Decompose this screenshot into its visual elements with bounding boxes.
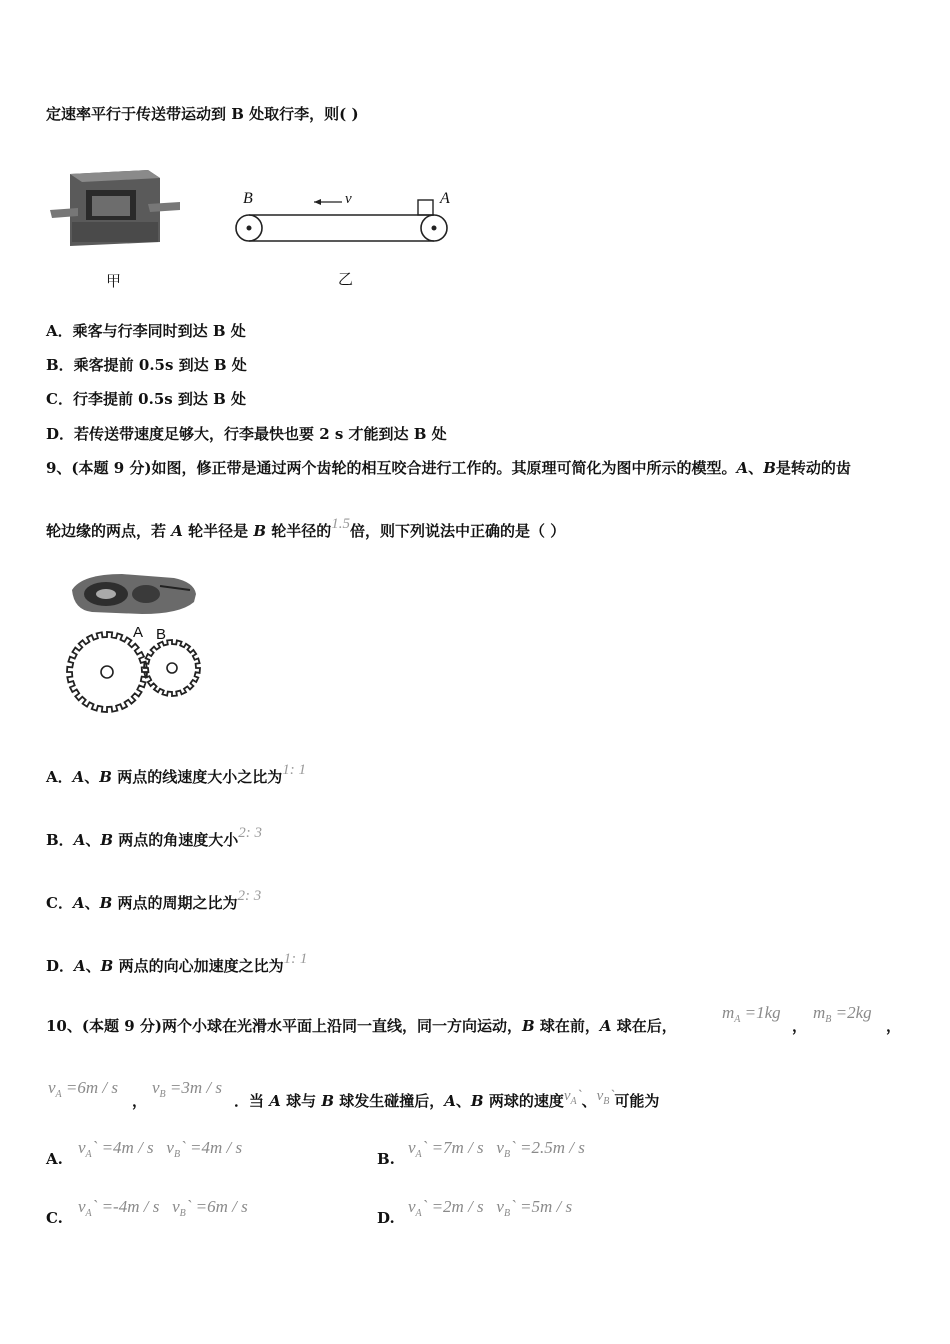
q10-option-c-label: C. — [46, 1209, 63, 1227]
q9-option-c: C．A、B 两点的周期之比为2: 3 — [46, 888, 262, 912]
comma: ， — [792, 1017, 808, 1035]
mass-b: $m_B =2kg$ — [813, 1003, 872, 1025]
q8-stem-tail: 定速率平行于传送带运动到 B 处取行李，则( ) — [46, 105, 359, 123]
comma: ， — [132, 1092, 148, 1110]
belt-label-v: v — [345, 191, 352, 207]
q8-option-b: B．乘客提前 0.5s 到达 B 处 — [46, 356, 247, 374]
mass-a: $m_A =1kg$ — [722, 1003, 781, 1025]
gear-hub — [101, 666, 113, 678]
gear-teeth — [67, 632, 147, 712]
correction-tape-gears-figure — [62, 568, 212, 716]
q9-option-d: D．A、B 两点的向心加速度之比为1: 1 — [46, 951, 308, 975]
gear-teeth — [144, 640, 200, 696]
velocity-b: $v_B =3m / s$ — [152, 1078, 222, 1100]
gear-label-a: A — [133, 624, 144, 641]
q9-stem-line2: 轮边缘的两点，若 A 轮半径是 B 轮半径的1.5倍，则下列说法中正确的是（ ） — [46, 516, 566, 540]
q10-option-b-values: $v_A` =7m / s$ $v_B` =2.5m / s$ — [408, 1138, 585, 1160]
xray-machine-figure — [48, 160, 183, 250]
radius-ratio: 1.5 — [331, 516, 350, 532]
fig-jia-label: 甲 — [106, 272, 122, 290]
belt-label-b: B — [243, 190, 253, 207]
velocity-a: $v_A =6m / s$ — [48, 1078, 118, 1100]
q10-stem-line1: 10、(本题 9 分)两个小球在光滑水平面上沿同一直线，同一方向运动，B 球在前，A 球在后， — [46, 1017, 677, 1035]
q10-option-d-label: D. — [377, 1209, 395, 1227]
q10-option-d-values: $v_A` =2m / s$ $v_B` =5m / s$ — [408, 1197, 573, 1219]
gear-hub — [167, 663, 177, 673]
q9-option-b: B．A、B 两点的角速度大小2: 3 — [46, 825, 263, 849]
q10-option-a-values: $v_A` =4m / s$ $v_B` =4m / s$ — [78, 1138, 243, 1160]
q8-option-c: C．行李提前 0.5s 到达 B 处 — [46, 390, 247, 408]
q10-option-c-values: $v_A` =-4m / s$ $v_B` =6m / s$ — [78, 1197, 248, 1219]
fig-yi-label: 乙 — [338, 270, 354, 288]
q10-stem-line2: ．当 A 球与 B 球发生碰撞后，A、B 两球的速度$v_A`$、$v_B`$可能为 — [234, 1088, 660, 1110]
q10-option-a-label: A. — [46, 1150, 63, 1168]
gear-label-b: B — [156, 626, 167, 643]
comma: ， — [886, 1017, 902, 1035]
q10-option-b-label: B. — [377, 1150, 395, 1168]
q9-option-a: A．A、B 两点的线速度大小之比为1: 1 — [46, 762, 306, 786]
q8-option-d: D．若传送带速度足够大，行李最快也要 2 s 才能到达 B 处 — [46, 425, 447, 443]
belt-label-a: A — [440, 190, 450, 207]
gear-b — [144, 640, 200, 696]
correction-tape-device — [72, 574, 196, 614]
q8-option-a: A．乘客与行李同时到达 B 处 — [46, 322, 246, 340]
gear-a — [67, 632, 147, 712]
q9-stem-line1: 9、(本题 9 分)如图，修正带是通过两个齿轮的相互咬合进行工作的。其原理可简化为图中所示的模型。A、B是转动的齿 — [46, 459, 851, 477]
